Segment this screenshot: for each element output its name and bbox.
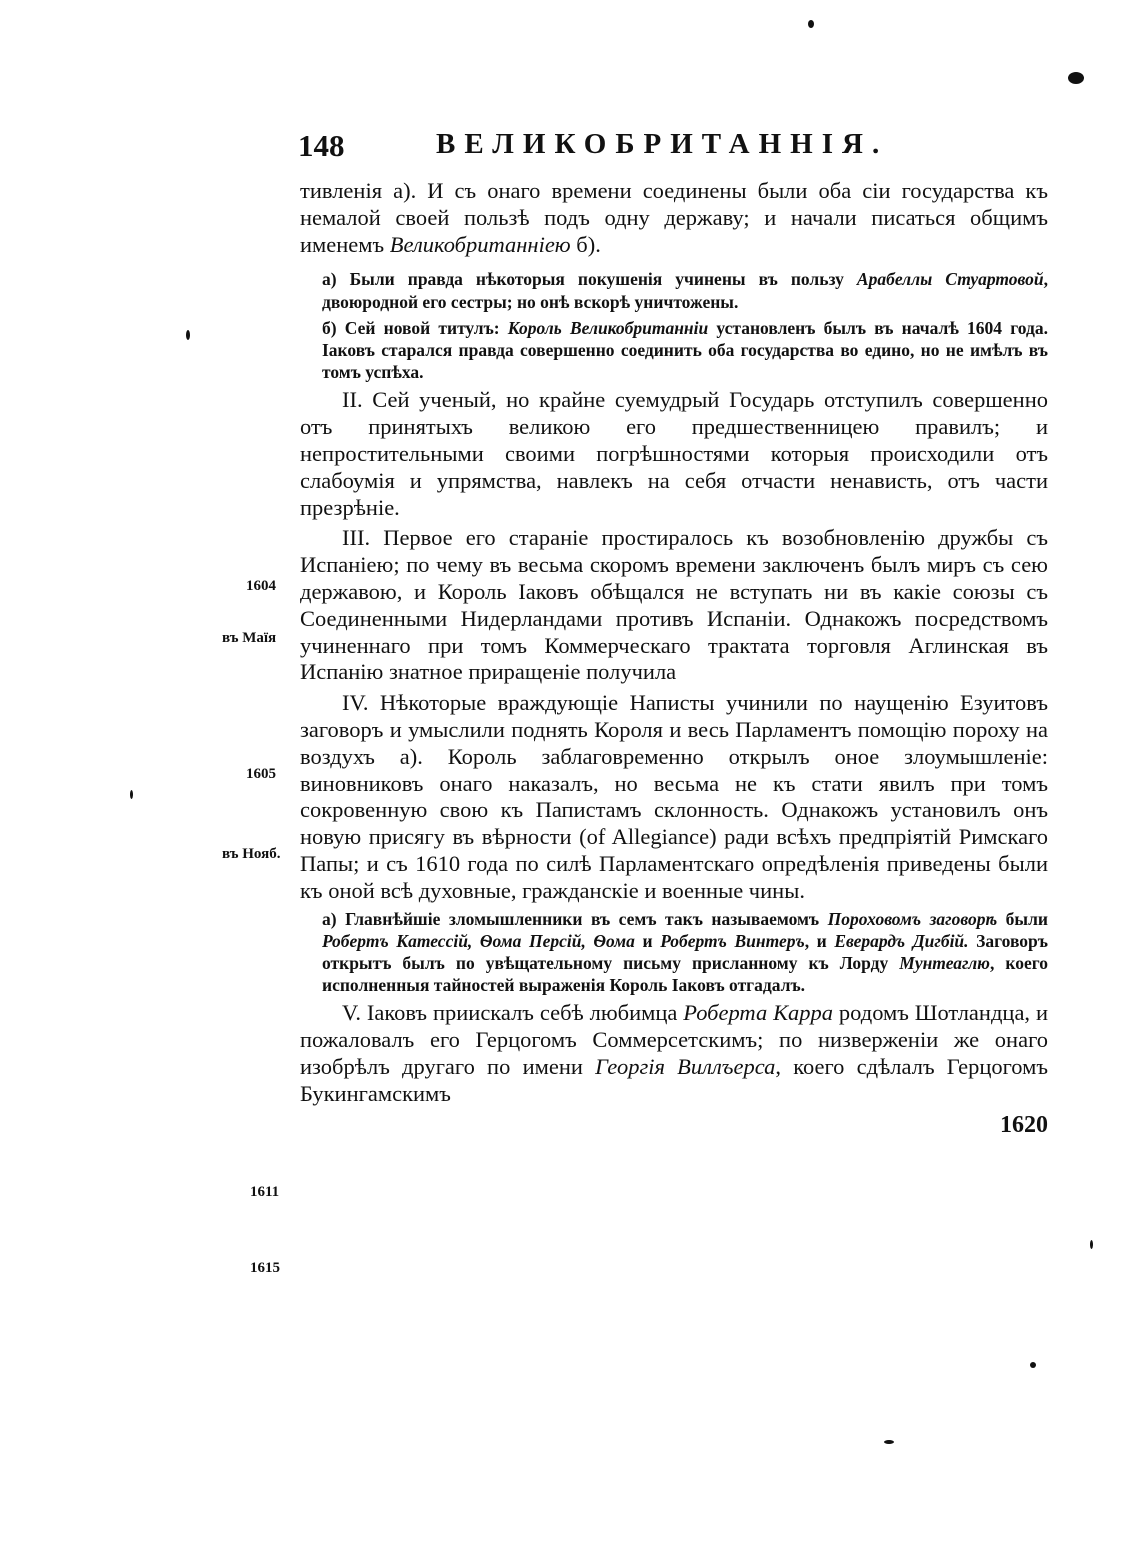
footnote-b-text: б) Сей новой титулъ:: [322, 317, 508, 338]
footnote-c: [322, 908, 1048, 997]
section-5-paragraph: [300, 1000, 1048, 1107]
section-5-name: Роберта Карра: [683, 1000, 834, 1026]
scan-speck: [1030, 1362, 1036, 1368]
footnote-b: [322, 317, 1048, 384]
margin-year-1611: 1611: [250, 1184, 280, 1200]
section-5-name: Георгія Виллъерса: [595, 1053, 776, 1079]
footnote-c-italic: Робертъ Винтеръ: [660, 930, 805, 951]
footnote-c-text: а) Главнѣйшіе зломышленники въ семъ такъ называемомъ: [322, 908, 828, 929]
margin-date-nov: въ Нояб.: [222, 846, 281, 862]
intro-text-end: б).: [570, 231, 601, 257]
margin-date-may: въ Маїя: [222, 630, 277, 646]
footnote-b-name: Король Великобританніи: [507, 317, 709, 338]
footnote-a: [322, 268, 1048, 312]
footnote-c-text: Заговоръ открытъ былъ по увѣщательному письму присланному къ Лорду: [322, 930, 1048, 973]
section-2-paragraph: II. Сей ученый, но крайне суемудрый Государь отступилъ совершенно отъ принятыхъ великою его предшественницею правилъ; и непростительными своими погрѣшностями которыя происходили отъ слабоумія и упрямства, навлекъ на себя отчасти ненависть, отъ части презрѣніе.: [300, 387, 1048, 520]
scan-speck: [1068, 72, 1084, 84]
margin-year-1615: 1615: [250, 1260, 280, 1276]
intro-name: Великобританніею: [389, 231, 571, 257]
running-title: ВЕЛИКОБРИТАННIЯ.: [436, 128, 889, 160]
margin-year-1605: 1605: [246, 766, 276, 782]
page-number: 148: [298, 128, 345, 163]
section-5-text: родомъ Шотландца, и пожаловалъ его Герцогомъ Соммерсетскимъ; по низверженіи же онаго изобрѣлъ другаго по имени: [300, 1000, 1048, 1079]
section-5-text: V. Іаковъ приискалъ себѣ любимца: [342, 1000, 684, 1026]
running-header: [298, 128, 1038, 168]
scan-speck: [130, 790, 133, 799]
footnote-c-italic: Робертъ Катессій, Ѳома Персій, Ѳома: [322, 930, 635, 951]
page-body: [300, 178, 1048, 1139]
intro-text: тивленія а). И съ онаго времени соединены были оба сіи государства къ немалой своей пользѣ подъ одну державу; и начали писаться общимъ именемъ: [300, 178, 1048, 257]
section-4-paragraph: IV. Нѣкоторые враждующіе Написты учинили по наущенію Езуитовъ заговоръ и умыслили поднять Короля и весь Парламентъ помощію пороху на воздухъ а). Король заблаговременно открылъ оное злоумышленіе: виновниковъ онаго наказалъ, но весьма не къ стати явилъ при томъ сокровенную свою къ Папистамъ склонность. Однакожъ установилъ онъ новую присягу въ вѣрности (of Allegiance) ради всѣхъ предпріятій Римскаго Папы; и съ 1610 года по силѣ Парламентскаго опредѣленія приведены были къ оной всѣ духовные, гражданскіе и военные чины.: [300, 690, 1048, 903]
footnote-a-text-end: , двоюродной его сестры; но онѣ вскорѣ уничтожены.: [322, 269, 1048, 312]
footnote-b-text-end: установленъ былъ въ началѣ 1604 года. Іаковъ старался правда совершенно соединить оба государства во едино, но не имѣлъ въ томъ успѣха.: [322, 317, 1048, 383]
intro-paragraph: [300, 178, 1048, 258]
footnote-c-text: , и: [804, 930, 835, 951]
scan-speck: [808, 20, 814, 28]
footnote-c-italic: Мунтеаглю: [899, 952, 990, 973]
margin-year-1604: 1604: [246, 578, 276, 594]
scan-speck: [884, 1440, 894, 1444]
footnote-a-name: Арабеллы Стуартовой: [856, 269, 1044, 290]
footnote-c-text: и: [634, 930, 661, 951]
section-5-text: , коего сдѣлалъ Герцогомъ Букингамскимъ: [300, 1053, 1048, 1106]
footnote-c-text: были: [997, 908, 1048, 929]
catchword: 1620: [1000, 1111, 1048, 1138]
footnote-c-italic: Пороховомъ заговорѣ: [827, 908, 998, 929]
footnote-c-italic: Еверардъ Дигбій.: [834, 930, 969, 951]
section-3-paragraph: III. Первое его стараніе простиралось къ возобновленію дружбы съ Испаніею; по чему въ весьма скоромъ времени заключенъ былъ миръ съ сею державою, и Король Іаковъ обѣщался не вступать ни въ какіе союзы съ Соединенными Нидерландами противъ Испаніи. Однакожъ посредствомъ учиненнаго при томъ Коммерческаго трактата торговля Аглинская въ Испанію знатное приращеніе получила: [300, 525, 1048, 685]
scan-speck: [1090, 1240, 1093, 1249]
scan-speck: [186, 330, 190, 340]
footnote-a-text: а) Были правда нѣкоторыя покушенія учинены въ пользу: [322, 269, 857, 290]
footnote-c-text: , коего исполненныя тайностей выраженія Король Іаковъ отгадалъ.: [322, 952, 1048, 996]
